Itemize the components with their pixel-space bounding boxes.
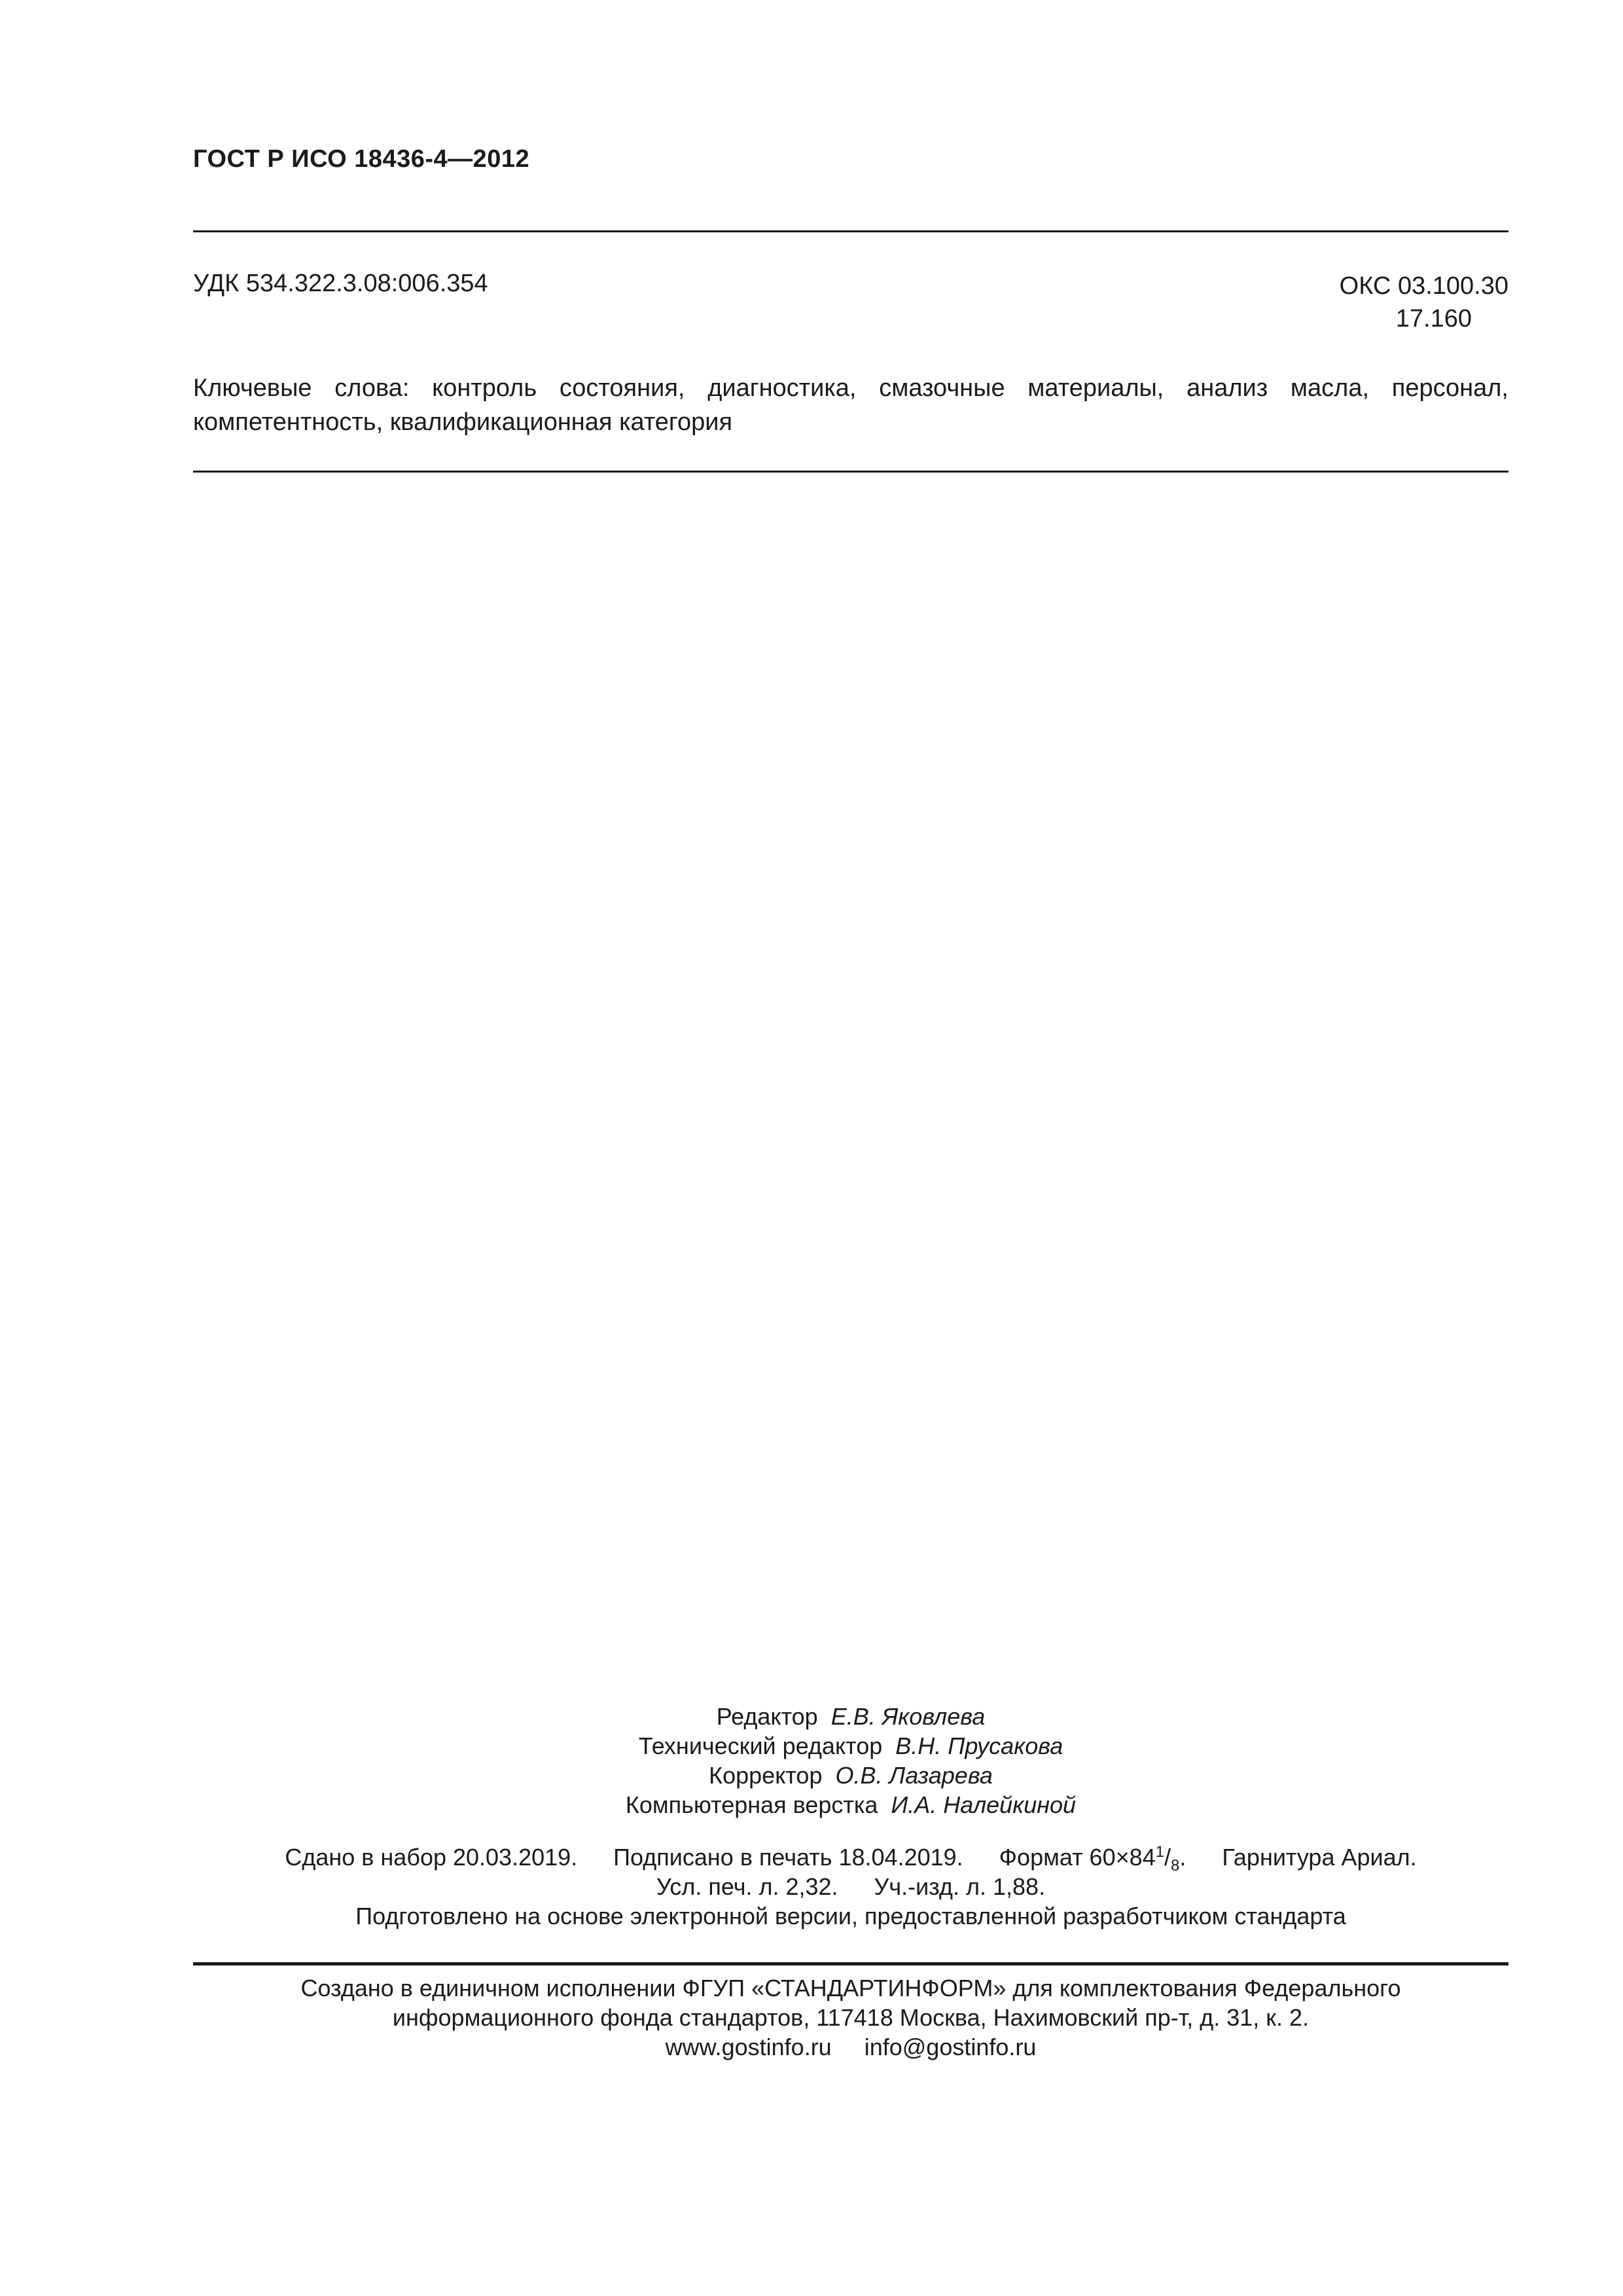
footer-contacts bbox=[193, 2032, 1508, 2062]
paper-format: Формат $60\times 84^1/_8$. bbox=[999, 1843, 1186, 1875]
oks-line-2: 17.160 bbox=[1395, 305, 1472, 332]
website-link[interactable]: www.gostinfo.ru bbox=[665, 2034, 832, 2060]
signed-date: Подписано в печать 18.04.2019. bbox=[613, 1844, 963, 1871]
credit-editor bbox=[193, 1702, 1508, 1731]
credit-role: Редактор bbox=[716, 1703, 818, 1730]
credit-name: И.А. Налейкиной bbox=[891, 1791, 1077, 1818]
keywords-paragraph: Ключевые слова: контроль состояния, диагностика, смазочные материалы, анализ масла, персонал, компетентность, квалификационная категория bbox=[193, 374, 1508, 436]
keywords-divider bbox=[193, 471, 1508, 473]
print-information bbox=[193, 1842, 1508, 1931]
typeface: Гарнитура Ариал. bbox=[1222, 1844, 1417, 1871]
footer-line-2: информационного фонда стандартов, 117418 Москва, Нахимовский пр-т, д. 31, к. 2. bbox=[392, 2004, 1310, 2031]
print-info-line-1 bbox=[193, 1842, 1508, 1875]
editorial-credits bbox=[193, 1702, 1508, 1820]
print-sheets: Усл. печ. л. 2,32. bbox=[656, 1873, 838, 1900]
credit-corrector bbox=[193, 1761, 1508, 1790]
credit-layout bbox=[193, 1790, 1508, 1820]
top-divider bbox=[193, 230, 1508, 232]
credit-role: Корректор bbox=[709, 1762, 823, 1789]
credit-name: О.В. Лазарева bbox=[835, 1762, 993, 1789]
credit-role: Технический редактор bbox=[638, 1732, 883, 1759]
footer-divider bbox=[193, 1962, 1508, 1965]
email-link[interactable]: info@gostinfo.ru bbox=[864, 2034, 1037, 2060]
document-code: ГОСТ Р ИСО 18436-4—2012 bbox=[193, 145, 530, 173]
submitted-date: Сдано в набор 20.03.2019. bbox=[285, 1844, 578, 1871]
print-info-line-2 bbox=[193, 1872, 1508, 1901]
footer-line-1: Создано в единичном исполнении ФГУП «СТАНДАРТИНФОРМ» для комплектования Федерального bbox=[300, 1975, 1401, 2001]
credit-name: Е.В. Яковлева bbox=[830, 1703, 986, 1730]
credit-name: В.Н. Прусакова bbox=[895, 1732, 1063, 1759]
edition-sheets: Уч.-изд. л. 1,88. bbox=[874, 1873, 1046, 1900]
credit-tech-editor bbox=[193, 1731, 1508, 1761]
oks-code bbox=[1340, 270, 1508, 335]
publisher-footer bbox=[193, 1973, 1508, 2062]
udk-code: УДК 534.322.3.08:006.354 bbox=[193, 270, 488, 297]
prepared-note: Подготовлено на основе электронной версии, предоставленной разработчиком стандарта bbox=[355, 1903, 1346, 1929]
credit-role: Компьютерная верстка bbox=[625, 1791, 878, 1818]
oks-line-1: ОКС 03.100.30 bbox=[1339, 272, 1508, 300]
